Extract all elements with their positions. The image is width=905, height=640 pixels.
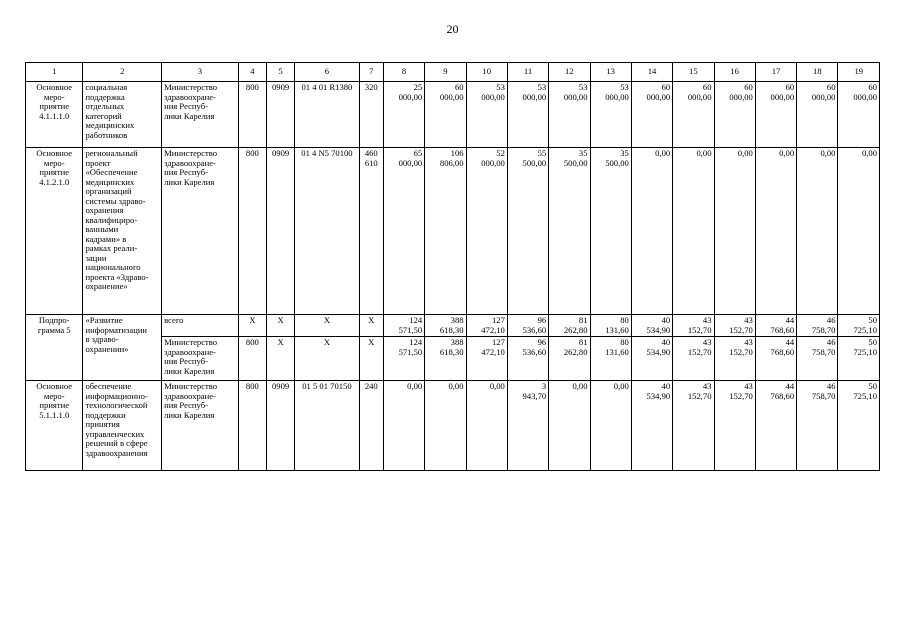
target-article-cell: X — [295, 315, 360, 337]
amount-cell: 0,00 — [383, 381, 424, 471]
amount-cell: 53 000,00 — [507, 82, 548, 148]
amount-cell: 60 000,00 — [838, 82, 880, 148]
budget-table — [25, 62, 880, 471]
grbs-cell: 800 — [238, 148, 266, 315]
amount-cell: 80 131,60 — [590, 315, 631, 337]
amount-cell: 35 500,00 — [590, 148, 631, 315]
amount-cell: 106 806,00 — [425, 148, 466, 315]
activity-name-cell: региональный проект «Обеспечение медицинских организаций системы здраво- охранения квалифициро- ванными кадрами» в рамках реали- зации национального проекта «Здраво- охранение» — [83, 148, 162, 315]
column-header: 7 — [359, 63, 383, 82]
amount-cell: 0,00 — [673, 148, 714, 315]
amount-cell: 60 000,00 — [797, 82, 838, 148]
column-header: 13 — [590, 63, 631, 82]
amount-cell: 46 758,70 — [797, 381, 838, 471]
column-header: 6 — [295, 63, 360, 82]
amount-cell: 35 500,00 — [549, 148, 590, 315]
activity-code-cell: Основное меро- приятие 5.1.1.1.0 — [26, 381, 83, 471]
column-header: 11 — [507, 63, 548, 82]
amount-cell: 40 534,90 — [631, 381, 672, 471]
amount-cell: 60 000,00 — [714, 82, 755, 148]
amount-cell: 3 943,70 — [507, 381, 548, 471]
amount-cell: 43 152,70 — [714, 315, 755, 337]
amount-cell: 388 618,30 — [425, 315, 466, 337]
amount-cell: 96 536,60 — [507, 315, 548, 337]
amount-cell: 52 000,00 — [466, 148, 507, 315]
column-header: 3 — [162, 63, 239, 82]
target-article-cell: 01 4 01 R1380 — [295, 82, 360, 148]
amount-cell: 25 000,00 — [383, 82, 424, 148]
amount-cell: 50 725,10 — [838, 337, 880, 381]
amount-cell: 43 152,70 — [714, 381, 755, 471]
amount-cell: 50 725,10 — [838, 381, 880, 471]
activity-name-cell: «Развитие информатизации в здраво- охранении» — [83, 315, 162, 381]
activity-name-cell: социальная поддержка отдельных категорий медицинских работников — [83, 82, 162, 148]
amount-cell: 388 618,30 — [425, 337, 466, 381]
expense-type-cell: X — [359, 315, 383, 337]
amount-cell: 55 500,00 — [507, 148, 548, 315]
amount-cell: 60 000,00 — [425, 82, 466, 148]
target-article-cell: 01 5 01 70150 — [295, 381, 360, 471]
amount-cell: 81 262,80 — [549, 315, 590, 337]
column-header: 2 — [83, 63, 162, 82]
column-header: 1 — [26, 63, 83, 82]
column-header: 5 — [266, 63, 294, 82]
executor-cell: всего — [162, 315, 239, 337]
amount-cell: 44 768,60 — [755, 381, 796, 471]
expense-type-cell: 460 610 — [359, 148, 383, 315]
executor-cell: Министерство здравоохране- ния Респуб- лики Карелия — [162, 381, 239, 471]
amount-cell: 0,00 — [549, 381, 590, 471]
amount-cell: 81 262,80 — [549, 337, 590, 381]
executor-cell: Министерство здравоохране- ния Респуб- лики Карелия — [162, 337, 239, 381]
executor-cell: Министерство здравоохране- ния Респуб- лики Карелия — [162, 148, 239, 315]
target-article-cell: X — [295, 337, 360, 381]
amount-cell: 65 000,00 — [383, 148, 424, 315]
column-header: 16 — [714, 63, 755, 82]
grbs-cell: 800 — [238, 381, 266, 471]
amount-cell: 43 152,70 — [714, 337, 755, 381]
amount-cell: 96 536,60 — [507, 337, 548, 381]
column-header: 10 — [466, 63, 507, 82]
amount-cell: 53 000,00 — [549, 82, 590, 148]
column-header: 15 — [673, 63, 714, 82]
amount-cell: 80 131,60 — [590, 337, 631, 381]
amount-cell: 60 000,00 — [673, 82, 714, 148]
expense-type-cell: 320 — [359, 82, 383, 148]
amount-cell: 50 725,10 — [838, 315, 880, 337]
executor-cell: Министерство здравоохране- ния Респуб- лики Карелия — [162, 82, 239, 148]
amount-cell: 43 152,70 — [673, 381, 714, 471]
table-row — [26, 381, 880, 471]
amount-cell: 0,00 — [755, 148, 796, 315]
section-cell: 0909 — [266, 381, 294, 471]
amount-cell: 0,00 — [838, 148, 880, 315]
page-number: 20 — [446, 22, 459, 36]
amount-cell: 44 768,60 — [755, 315, 796, 337]
column-header: 19 — [838, 63, 880, 82]
amount-cell: 44 768,60 — [755, 337, 796, 381]
amount-cell: 53 000,00 — [466, 82, 507, 148]
table-header-row — [26, 63, 880, 82]
amount-cell: 0,00 — [590, 381, 631, 471]
table-row — [26, 148, 880, 315]
amount-cell: 60 000,00 — [755, 82, 796, 148]
amount-cell: 0,00 — [466, 381, 507, 471]
amount-cell: 124 571,50 — [383, 337, 424, 381]
activity-code-cell: Основное меро- приятие 4.1.2.1.0 — [26, 148, 83, 315]
activity-code-cell: Основное меро- приятие 4.1.1.1.0 — [26, 82, 83, 148]
column-header: 12 — [549, 63, 590, 82]
activity-code-cell: Подпро- грамма 5 — [26, 315, 83, 381]
activity-name-cell: обеспечение информационно- технологической поддержки принятия управленческих решений в сфере здравоохранения — [83, 381, 162, 471]
table-row — [26, 315, 880, 337]
amount-cell: 60 000,00 — [631, 82, 672, 148]
grbs-cell: X — [238, 315, 266, 337]
amount-cell: 0,00 — [425, 381, 466, 471]
section-cell: 0909 — [266, 148, 294, 315]
amount-cell: 124 571,50 — [383, 315, 424, 337]
column-header: 14 — [631, 63, 672, 82]
amount-cell: 53 000,00 — [590, 82, 631, 148]
section-cell: X — [266, 315, 294, 337]
column-header: 4 — [238, 63, 266, 82]
amount-cell: 46 758,70 — [797, 315, 838, 337]
grbs-cell: 800 — [238, 82, 266, 148]
expense-type-cell: 240 — [359, 381, 383, 471]
amount-cell: 46 758,70 — [797, 337, 838, 381]
amount-cell: 127 472,10 — [466, 315, 507, 337]
section-cell: 0909 — [266, 82, 294, 148]
amount-cell: 127 472,10 — [466, 337, 507, 381]
target-article-cell: 01 4 N5 70100 — [295, 148, 360, 315]
section-cell: X — [266, 337, 294, 381]
amount-cell: 0,00 — [797, 148, 838, 315]
amount-cell: 0,00 — [631, 148, 672, 315]
amount-cell: 43 152,70 — [673, 315, 714, 337]
column-header: 18 — [797, 63, 838, 82]
amount-cell: 40 534,90 — [631, 315, 672, 337]
table-row — [26, 82, 880, 148]
amount-cell: 43 152,70 — [673, 337, 714, 381]
column-header: 8 — [383, 63, 424, 82]
grbs-cell: 800 — [238, 337, 266, 381]
amount-cell: 0,00 — [714, 148, 755, 315]
column-header: 17 — [755, 63, 796, 82]
amount-cell: 40 534,90 — [631, 337, 672, 381]
expense-type-cell: X — [359, 337, 383, 381]
column-header: 9 — [425, 63, 466, 82]
